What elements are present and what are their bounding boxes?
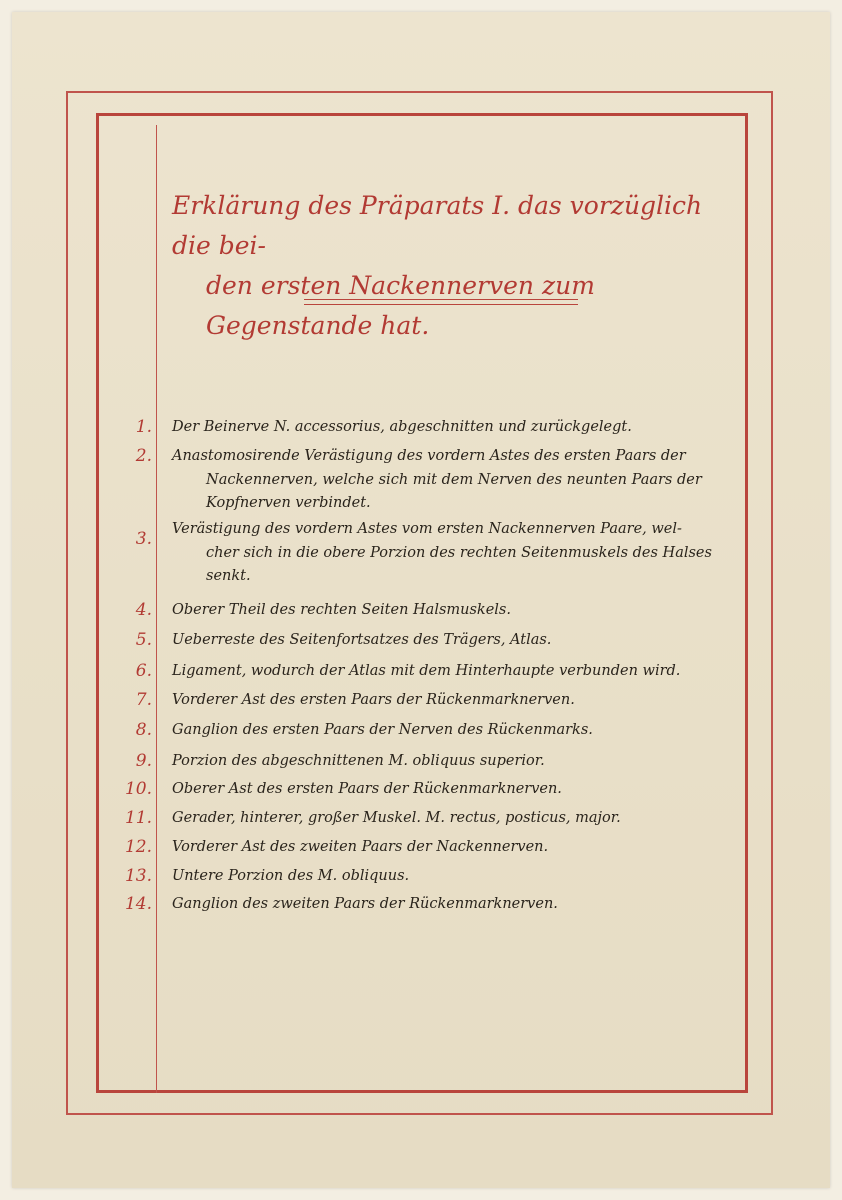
entry-number: 12. — [124, 837, 152, 857]
title-divider-bottom — [304, 304, 578, 305]
entry-line: Porzion des abgeschnittenen M. obliquus superior. — [172, 753, 545, 769]
legend-entry — [172, 836, 744, 860]
legend-entry — [172, 865, 744, 889]
entry-line: Untere Porzion des M. obliquus. — [172, 868, 410, 884]
legend-entry — [172, 660, 744, 684]
entry-number: 13. — [124, 866, 152, 886]
entry-number: 5. — [135, 630, 152, 650]
entry-number: 14. — [124, 894, 152, 914]
entry-line: Kopfnerven verbindet. — [206, 495, 371, 511]
entry-number: 3. — [135, 529, 152, 549]
entry-line: Verästigung des vordern Astes vom ersten Nackennerven Paare, wel- — [172, 521, 682, 537]
entry-line: Nackennerven, welche sich mit dem Nerven des neunten Paars der — [206, 471, 702, 488]
entry-number: 2. — [135, 446, 152, 466]
entry-number: 4. — [135, 600, 152, 620]
entry-line: Oberer Ast des ersten Paars der Rückenmarknerven. — [172, 781, 562, 797]
legend-entry — [172, 599, 744, 623]
legend-entry — [172, 750, 744, 774]
legend-entry — [172, 719, 744, 743]
entry-number: 9. — [135, 751, 152, 771]
legend-entry — [172, 893, 744, 917]
legend-entry — [172, 445, 744, 516]
entry-number: 6. — [135, 661, 152, 681]
entry-number: 10. — [124, 779, 152, 799]
entry-number: 8. — [135, 720, 152, 740]
title-line-1: Erklärung des Präparats I. das vorzüglich die bei- — [172, 191, 703, 260]
entry-line: senkt. — [206, 568, 251, 584]
legend-entry — [172, 807, 744, 831]
legend-entry — [172, 629, 744, 653]
legend-entry — [172, 689, 744, 713]
entry-number: 1. — [135, 417, 152, 437]
entry-line: Ueberreste des Seitenfortsatzes des Trägers, Atlas. — [172, 632, 552, 648]
title-divider-top — [304, 299, 578, 300]
entry-line: Gerader, hinterer, großer Muskel. M. rectus, posticus, major. — [172, 810, 621, 826]
legend-entry — [172, 518, 744, 589]
entry-line: Ligament, wodurch der Atlas mit dem Hinterhaupte verbunden wird. — [172, 663, 681, 679]
entry-number: 11. — [124, 808, 152, 828]
entry-line: Der Beinerve N. accessorius, abgeschnitten und zurückgelegt. — [172, 419, 632, 435]
legend-entry — [172, 778, 744, 802]
entry-line: Vorderer Ast des zweiten Paars der Nackennerven. — [172, 839, 549, 855]
entry-line: Ganglion des zweiten Paars der Rückenmarknerven. — [172, 896, 558, 912]
entry-line: Ganglion des ersten Paars der Nerven des Rückenmarks. — [172, 722, 593, 738]
entry-line: Anastomosirende Verästigung des vordern Astes des ersten Paars der — [172, 448, 686, 464]
entry-number: 7. — [135, 690, 152, 710]
title-line-2: den ersten Nackennerven zum Gegenstande hat. — [206, 271, 595, 340]
entry-line: Oberer Theil des rechten Seiten Halsmuskels. — [172, 602, 511, 618]
entry-line: cher sich in die obere Porzion des rechten Seitenmuskels des Halses — [206, 544, 712, 561]
legend-entry — [172, 416, 744, 440]
margin-rule — [156, 125, 157, 1093]
entry-line: Vorderer Ast des ersten Paars der Rückenmarknerven. — [172, 692, 575, 708]
page-title — [172, 186, 732, 346]
